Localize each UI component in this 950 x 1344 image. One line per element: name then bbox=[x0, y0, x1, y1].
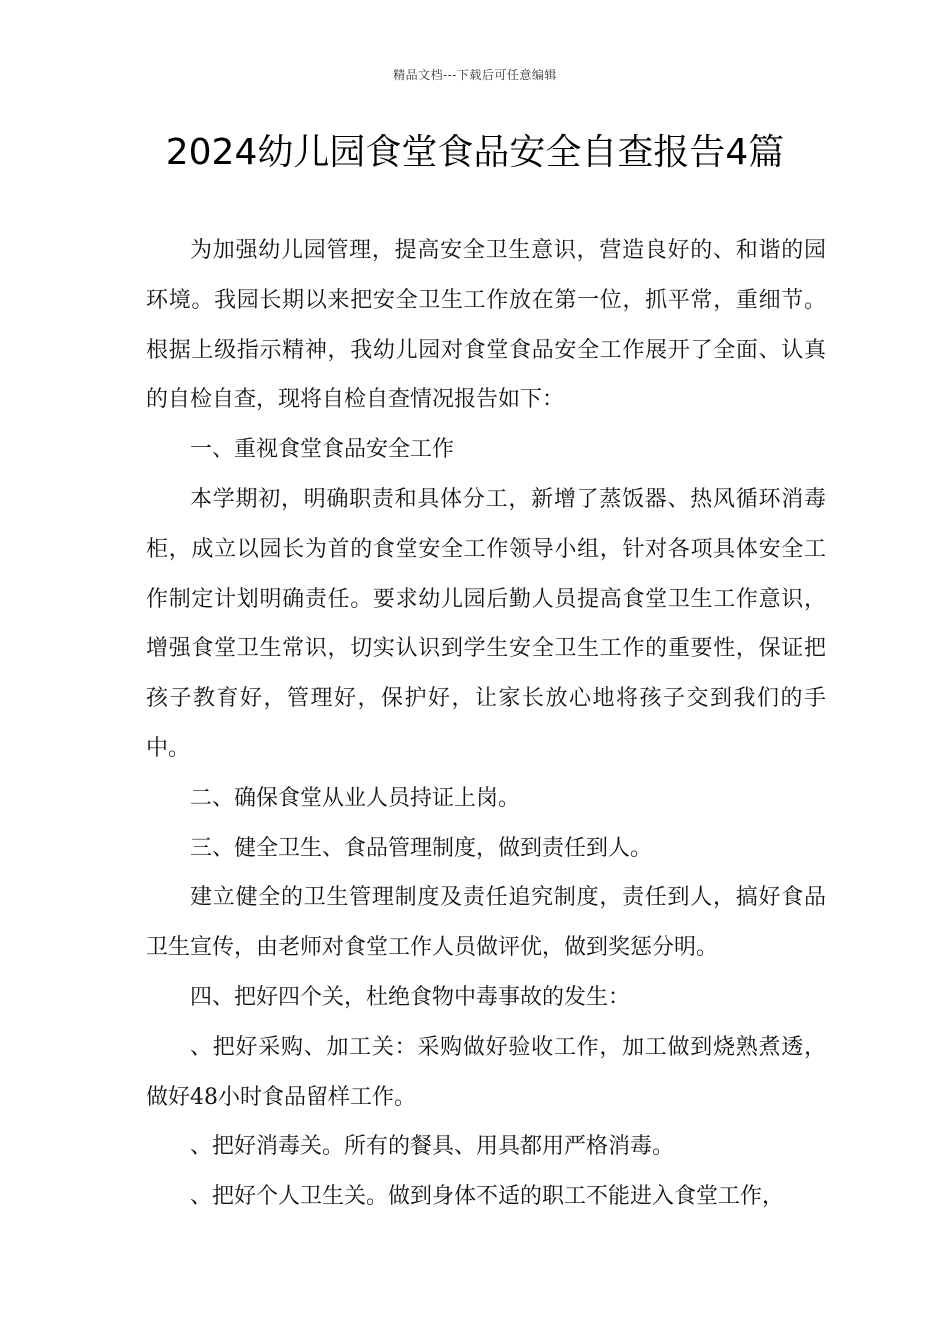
list-item-procurement: 、把好采购、加工关：采购做好验收工作，加工做到烧熟煮透，做好48小时食品留样工作。 bbox=[146, 1034, 826, 1110]
paragraph-section-3: 建立健全的卫生管理制度及责任追究制度，责任到人，搞好食品卫生宣传，由老师对食堂工作人员做评优，做到奖惩分明。 bbox=[146, 885, 826, 961]
paragraph-intro: 为加强幼儿园管理，提高安全卫生意识，营造良好的、和谐的园环境。我园长期以来把安全卫生工作放在第一位，抓平常，重细节。根据上级指示精神，我幼儿园对食堂食品安全工作展开了全面、认真的自检自查，现将自检自查情况报告如下： bbox=[146, 238, 826, 413]
paragraph-section-1: 本学期初，明确职责和具体分工，新增了蒸饭器、热风循环消毒柜，成立以园长为首的食堂安全工作领导小组，针对各项具体安全工作制定计划明确责任。要求幼儿园后勤人员提高食堂卫生工作意识，增强食堂卫生常识，切实认识到学生安全卫生工作的重要性，保证把孩子教育好，管理好，保护好，让家长放心地将孩子交到我们的手中。 bbox=[146, 486, 826, 761]
section-heading-4: 四、把好四个关，杜绝食物中毒事故的发生： bbox=[190, 984, 631, 1010]
section-heading-2: 二、确保食堂从业人员持证上岗。 bbox=[190, 785, 521, 811]
section-heading-3: 三、健全卫生、食品管理制度，做到责任到人。 bbox=[190, 835, 653, 861]
document-body bbox=[146, 226, 826, 1222]
section-heading-1: 一、重视食堂食品安全工作 bbox=[190, 437, 455, 463]
header-note: 精品文档---下载后可任意编辑 bbox=[393, 68, 557, 82]
document-title: 2024幼儿园食堂食品安全自查报告4篇 bbox=[165, 132, 785, 173]
list-item-disinfection: 、把好消毒关。所有的餐具、用具都用严格消毒。 bbox=[190, 1134, 675, 1160]
list-item-hygiene: 、把好个人卫生关。做到身体不适的职工不能进入食堂工作， bbox=[190, 1184, 785, 1210]
